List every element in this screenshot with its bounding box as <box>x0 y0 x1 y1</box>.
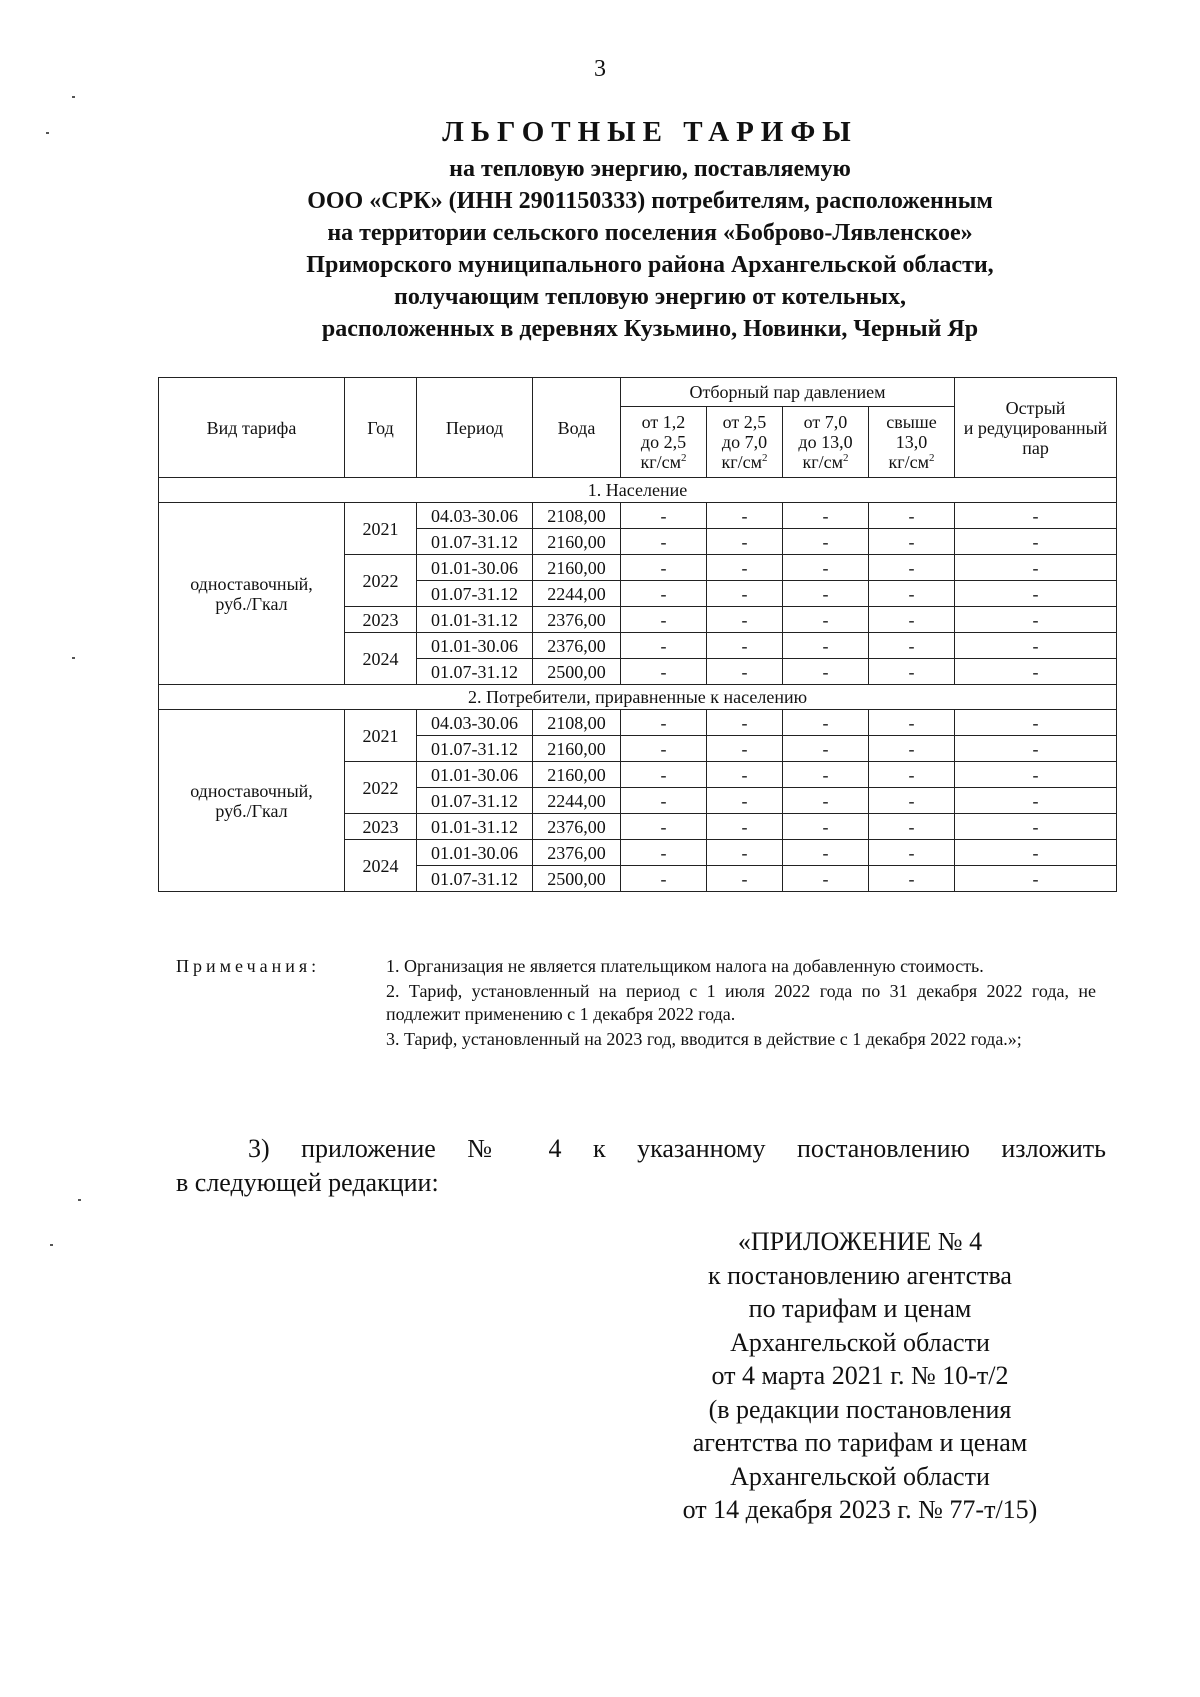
steam-col-line: от 2,5 <box>722 412 767 432</box>
water-cell: 2376,00 <box>533 607 621 633</box>
empty-value-cell: - <box>869 736 955 762</box>
header-water: Вода <box>533 378 621 478</box>
empty-value-cell: - <box>783 736 869 762</box>
empty-value-cell: - <box>869 555 955 581</box>
period-cell: 01.07-31.12 <box>417 788 533 814</box>
empty-value-cell: - <box>869 633 955 659</box>
tariff-type-line: руб./Гкал <box>215 800 288 821</box>
empty-value-cell: - <box>869 607 955 633</box>
unit-text: кг/см <box>888 452 930 472</box>
appendix-line: (в редакции постановления <box>708 1394 1012 1424</box>
empty-value-cell: - <box>955 866 1117 892</box>
empty-value-cell: - <box>783 710 869 736</box>
empty-value-cell: - <box>707 555 783 581</box>
steam-col-line: свыше <box>886 412 937 432</box>
appendix-line: к постановлению агентства <box>708 1260 1012 1290</box>
header-period: Период <box>417 378 533 478</box>
steam-col-line: от 1,2 <box>641 412 686 432</box>
unit-superscript: 2 <box>762 452 768 464</box>
unit-superscript: 2 <box>681 452 687 464</box>
year-cell: 2023 <box>345 607 417 633</box>
title-line: получающим тепловую энергию от котельных, <box>393 284 906 310</box>
tariff-type-line: одноставочный, <box>190 780 313 801</box>
empty-value-cell: - <box>955 581 1117 607</box>
empty-value-cell: - <box>621 814 707 840</box>
period-cell: 04.03-30.06 <box>417 503 533 529</box>
empty-value-cell: - <box>955 814 1117 840</box>
document-title <box>150 116 1150 345</box>
empty-value-cell: - <box>783 840 869 866</box>
section-title: 2. Потребители, приравненные к населению <box>159 685 1117 710</box>
empty-value-cell: - <box>869 659 955 685</box>
empty-value-cell: - <box>783 814 869 840</box>
scan-speck <box>50 1244 53 1246</box>
empty-value-cell: - <box>783 607 869 633</box>
empty-value-cell: - <box>707 866 783 892</box>
period-cell: 01.01-30.06 <box>417 633 533 659</box>
title-line: Приморского муниципального района Архангельской области, <box>306 252 994 278</box>
unit-text: кг/см <box>802 452 843 472</box>
period-cell: 01.01-31.12 <box>417 607 533 633</box>
header-sharp-l1: Острый <box>1005 397 1066 418</box>
water-cell: 2160,00 <box>533 529 621 555</box>
tariffs-table <box>158 377 1117 892</box>
header-sharp-l3: пар <box>1022 437 1049 458</box>
period-cell: 01.01-30.06 <box>417 555 533 581</box>
title-main: ЛЬГОТНЫЕ ТАРИФЫ <box>442 116 858 148</box>
empty-value-cell: - <box>707 762 783 788</box>
period-cell: 01.01-31.12 <box>417 814 533 840</box>
steam-col-unit <box>624 452 703 472</box>
year-cell: 2023 <box>345 814 417 840</box>
table-row <box>159 710 1117 736</box>
appendix-heading <box>610 1225 1110 1527</box>
section-header-row <box>159 478 1117 503</box>
empty-value-cell: - <box>707 814 783 840</box>
water-cell: 2500,00 <box>533 659 621 685</box>
appendix-line: агентства по тарифам и ценам <box>692 1428 1028 1457</box>
period-cell: 01.01-30.06 <box>417 840 533 866</box>
appendix-line: Архангельской области <box>730 1461 990 1491</box>
period-cell: 01.01-30.06 <box>417 762 533 788</box>
empty-value-cell: - <box>621 503 707 529</box>
empty-value-cell: - <box>955 503 1117 529</box>
empty-value-cell: - <box>621 607 707 633</box>
empty-value-cell: - <box>621 762 707 788</box>
empty-value-cell: - <box>783 659 869 685</box>
table-body <box>159 478 1117 892</box>
appendix-line: «ПРИЛОЖЕНИЕ № 4 <box>737 1227 983 1256</box>
scan-speck <box>46 132 49 134</box>
header-steam-group: Отборный пар давлением <box>621 378 955 407</box>
empty-value-cell: - <box>783 555 869 581</box>
empty-value-cell: - <box>869 788 955 814</box>
empty-value-cell: - <box>955 529 1117 555</box>
note-item: 3. Тариф, установленный на 2023 год, вводится в действие с 1 декабря 2022 года.»; <box>386 1029 1022 1049</box>
water-cell: 2376,00 <box>533 633 621 659</box>
water-cell: 2160,00 <box>533 736 621 762</box>
year-cell: 2021 <box>345 503 417 555</box>
water-cell: 2376,00 <box>533 840 621 866</box>
note-item: 1. Организация не является плательщиком налога на добавленную стоимость. <box>386 956 984 976</box>
appendix-line: от 4 марта 2021 г. № 10-т/2 <box>711 1361 1009 1390</box>
empty-value-cell: - <box>869 814 955 840</box>
empty-value-cell: - <box>621 710 707 736</box>
empty-value-cell: - <box>621 555 707 581</box>
header-steam-col <box>869 407 955 478</box>
empty-value-cell: - <box>955 555 1117 581</box>
table-row <box>159 503 1117 529</box>
unit-text: кг/см <box>721 452 762 472</box>
paragraph-line: 3) приложение № 4 к указанному постановлению изложить <box>248 1134 1106 1163</box>
empty-value-cell: - <box>783 866 869 892</box>
empty-value-cell: - <box>955 607 1117 633</box>
empty-value-cell: - <box>869 840 955 866</box>
steam-col-unit <box>710 452 779 472</box>
notes-list <box>386 955 1096 1053</box>
unit-superscript: 2 <box>929 452 935 464</box>
empty-value-cell: - <box>621 866 707 892</box>
empty-value-cell: - <box>869 581 955 607</box>
header-steam-col <box>783 407 869 478</box>
unit-text: кг/см <box>640 452 681 472</box>
header-year: Год <box>345 378 417 478</box>
steam-col-line: от 7,0 <box>803 412 848 432</box>
water-cell: 2160,00 <box>533 555 621 581</box>
empty-value-cell: - <box>621 788 707 814</box>
year-cell: 2024 <box>345 840 417 892</box>
scan-speck <box>78 1199 81 1201</box>
empty-value-cell: - <box>783 762 869 788</box>
empty-value-cell: - <box>869 503 955 529</box>
paragraph-line: в следующей редакции: <box>176 1168 439 1197</box>
title-line: на тепловую энергию, поставляемую <box>449 156 851 182</box>
note-item: 2. Тариф, установленный на период с 1 июля 2022 года по 31 декабря 2022 года, не подлежит применению с 1 декабря 2022 года. <box>386 981 1096 1024</box>
period-cell: 01.07-31.12 <box>417 581 533 607</box>
year-cell: 2021 <box>345 710 417 762</box>
title-line: ООО «СРК» (ИНН 2901150333) потребителям, расположенным <box>307 188 993 214</box>
amendment-paragraph <box>176 1132 1106 1200</box>
water-cell: 2376,00 <box>533 814 621 840</box>
empty-value-cell: - <box>621 659 707 685</box>
title-line: расположенных в деревнях Кузьмино, Новинки, Черный Яр <box>321 316 979 342</box>
water-cell: 2244,00 <box>533 788 621 814</box>
period-cell: 01.07-31.12 <box>417 659 533 685</box>
header-sharp-l2: и редуцированный <box>963 417 1108 438</box>
empty-value-cell: - <box>783 529 869 555</box>
empty-value-cell: - <box>869 710 955 736</box>
period-cell: 04.03-30.06 <box>417 710 533 736</box>
empty-value-cell: - <box>869 762 955 788</box>
steam-col-unit <box>786 452 865 472</box>
empty-value-cell: - <box>707 529 783 555</box>
water-cell: 2108,00 <box>533 503 621 529</box>
scan-speck <box>72 657 75 659</box>
tariff-type-cell <box>159 710 345 892</box>
empty-value-cell: - <box>955 788 1117 814</box>
empty-value-cell: - <box>707 840 783 866</box>
empty-value-cell: - <box>621 581 707 607</box>
empty-value-cell: - <box>707 503 783 529</box>
period-cell: 01.07-31.12 <box>417 529 533 555</box>
empty-value-cell: - <box>869 866 955 892</box>
tariff-type-cell <box>159 503 345 685</box>
section-title: 1. Население <box>159 478 1117 503</box>
empty-value-cell: - <box>707 581 783 607</box>
empty-value-cell: - <box>621 529 707 555</box>
empty-value-cell: - <box>955 633 1117 659</box>
empty-value-cell: - <box>707 710 783 736</box>
period-cell: 01.07-31.12 <box>417 736 533 762</box>
empty-value-cell: - <box>621 736 707 762</box>
empty-value-cell: - <box>955 762 1117 788</box>
tariff-type-line: одноставочный, <box>190 573 313 594</box>
steam-col-line: 13,0 <box>895 432 928 452</box>
year-cell: 2022 <box>345 555 417 607</box>
header-steam-col <box>621 407 707 478</box>
year-cell: 2022 <box>345 762 417 814</box>
header-tariff-type: Вид тарифа <box>159 378 345 478</box>
empty-value-cell: - <box>621 633 707 659</box>
empty-value-cell: - <box>955 840 1117 866</box>
empty-value-cell: - <box>707 736 783 762</box>
empty-value-cell: - <box>783 788 869 814</box>
empty-value-cell: - <box>707 607 783 633</box>
empty-value-cell: - <box>955 736 1117 762</box>
header-steam-col <box>707 407 783 478</box>
empty-value-cell: - <box>707 633 783 659</box>
water-cell: 2160,00 <box>533 762 621 788</box>
period-cell: 01.07-31.12 <box>417 866 533 892</box>
empty-value-cell: - <box>869 529 955 555</box>
empty-value-cell: - <box>955 710 1117 736</box>
empty-value-cell: - <box>707 788 783 814</box>
tariff-type-line: руб./Гкал <box>215 593 288 614</box>
scan-speck <box>72 96 75 98</box>
empty-value-cell: - <box>955 659 1117 685</box>
title-line: на территории сельского поселения «Боброво-Лявленское» <box>327 220 973 246</box>
section-header-row <box>159 685 1117 710</box>
water-cell: 2500,00 <box>533 866 621 892</box>
page-number: 3 <box>594 56 606 82</box>
steam-col-line: до 2,5 <box>640 432 687 452</box>
empty-value-cell: - <box>783 633 869 659</box>
header-sharp-steam <box>955 378 1117 478</box>
appendix-line: по тарифам и ценам <box>748 1294 972 1323</box>
appendix-line: от 14 декабря 2023 г. № 77-т/15) <box>682 1495 1038 1524</box>
empty-value-cell: - <box>707 659 783 685</box>
empty-value-cell: - <box>783 503 869 529</box>
appendix-line: Архангельской области <box>730 1327 990 1357</box>
notes-label: Примечания: <box>176 956 321 976</box>
steam-col-unit <box>872 452 951 472</box>
empty-value-cell: - <box>783 581 869 607</box>
empty-value-cell: - <box>621 840 707 866</box>
steam-col-line: до 13,0 <box>798 432 853 452</box>
year-cell: 2024 <box>345 633 417 685</box>
unit-superscript: 2 <box>843 452 849 464</box>
steam-col-line: до 7,0 <box>721 432 768 452</box>
water-cell: 2108,00 <box>533 710 621 736</box>
water-cell: 2244,00 <box>533 581 621 607</box>
